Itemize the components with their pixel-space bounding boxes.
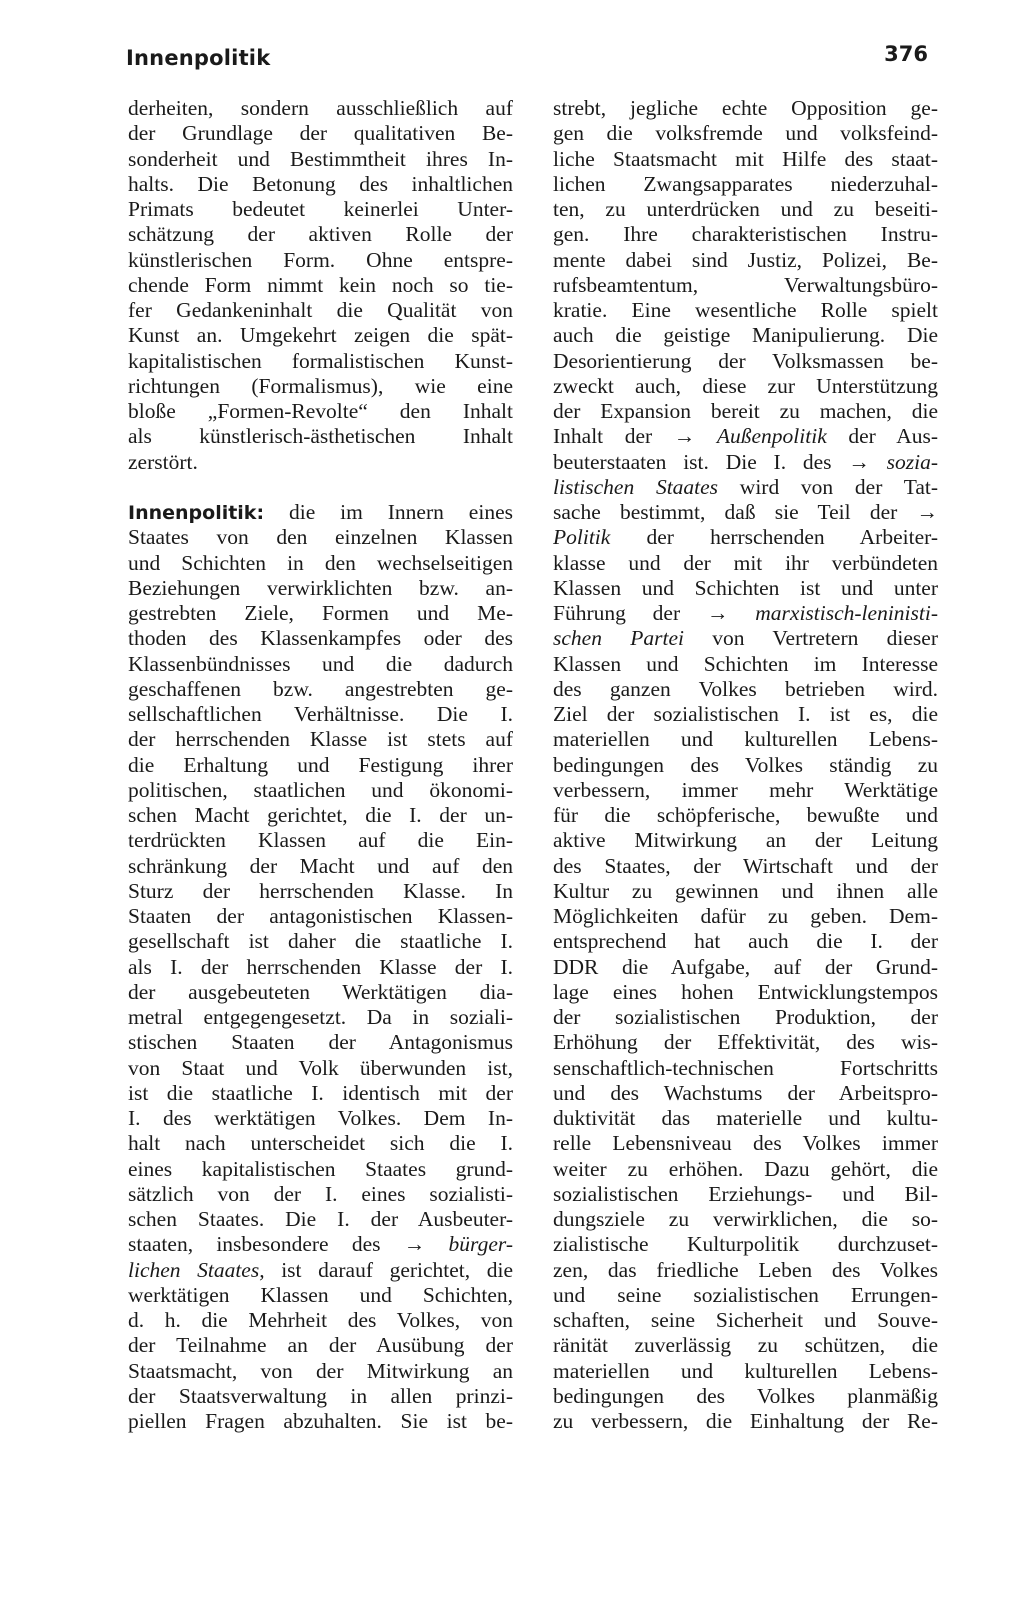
text-line: werktätigen Klassen und Schichten, <box>128 1282 513 1307</box>
text-line: bedingungen des Volkes ständig zu <box>553 752 938 777</box>
text-line: bedingungen des Volkes planmäßig <box>553 1383 938 1408</box>
text-line: materiellen und kulturellen Lebens- <box>553 1358 938 1383</box>
text-line-with-ref: sache bestimmt, daß sie Teil der → <box>553 500 938 524</box>
text-line: der Expansion bereit zu machen, die <box>553 399 938 423</box>
text-line: schen Staates. Die I. der Ausbeuter- <box>128 1207 513 1231</box>
text-line: ist die staatliche I. identisch mit der <box>128 1080 513 1105</box>
text-line: künstlerischen Form. Ohne entspre- <box>128 247 513 272</box>
text-line: kapitalistischen formalistischen Kunst- <box>128 348 513 373</box>
text-line: der herrschenden Klasse ist stets auf <box>128 727 513 752</box>
text-line: von Staat und Volk überwunden ist, <box>128 1055 513 1080</box>
cross-reference-arrow-icon: → <box>403 1232 426 1257</box>
text-line: halts. Die Betonung des inhaltlichen <box>128 171 513 196</box>
text-line: senschaftlich-technischen Fortschritts <box>553 1055 938 1080</box>
text-line: relle Lebensniveau des Volkes immer <box>553 1131 938 1156</box>
text-line-with-ref: Führung der → marxistisch-leninisti- <box>553 601 938 625</box>
text-line: und des Wachstums der Arbeitspro- <box>553 1080 938 1105</box>
text-line: lichen Zwangsapparates niederzuhal- <box>553 171 938 196</box>
text-line: duktivität das materielle und kultu- <box>553 1106 938 1130</box>
text-line: schaften, seine Sicherheit und Souve- <box>553 1308 938 1332</box>
text-line: Erhöhung der Effektivität, des wis- <box>553 1030 938 1055</box>
entry-first-line <box>128 500 513 525</box>
text-line: der ausgebeuteten Werktätigen dia- <box>128 979 513 1004</box>
text-line: chende Form nimmt kein noch so tie- <box>128 272 513 297</box>
text-line: bloße „Formen-Revolte“ den Inhalt <box>128 399 513 423</box>
cross-reference-arrow-icon: → <box>673 424 696 449</box>
cross-reference-aussenpolitik[interactable]: Außenpolitik <box>716 424 827 449</box>
text-line: Klassen und Schichten ist und unter <box>553 575 938 600</box>
text-line: zweckt auch, diese zur Unterstützung <box>553 373 938 398</box>
text-line: richtungen (Formalismus), wie eine <box>128 373 513 398</box>
text-line: sozialistischen Erziehungs- und Bil- <box>553 1181 938 1206</box>
text-line: klasse und der mit ihr verbündeten <box>553 550 938 575</box>
text-line-with-ref: Inhalt der → Außenpolitik der Aus- <box>553 424 938 449</box>
text-line: verbessern, immer mehr Werktätige <box>553 777 938 802</box>
text-line: gestrebten Ziele, Formen und Me- <box>128 601 513 625</box>
text-line-with-ref: schen Partei von Vertretern dieser <box>553 626 938 651</box>
text-line: und seine sozialistischen Errungen- <box>553 1282 938 1307</box>
text-line: Staatsmacht, von der Mitwirkung an <box>128 1358 513 1383</box>
paragraph-gap <box>128 475 513 500</box>
text-line: eines kapitalistischen Staates grund- <box>128 1156 513 1181</box>
text-line: halt nach unterscheidet sich die I. <box>128 1131 513 1156</box>
text-line: metral entgegengesetzt. Da in soziali- <box>128 1005 513 1029</box>
text-line: schätzung der aktiven Rolle der <box>128 222 513 247</box>
text-line: fer Gedankeninhalt die Qualität von <box>128 298 513 322</box>
text-line-with-ref: Politik der herrschenden Arbeiter- <box>553 525 938 550</box>
paragraph-formalism-end <box>128 96 513 475</box>
text-line: zialistische Kulturpolitik durchzuset- <box>553 1232 938 1257</box>
text-line: mente dabei sind Justiz, Polizei, Be- <box>553 247 938 272</box>
entry-first-line-text: die im Innern eines <box>264 500 513 524</box>
text-line: I. des werktätigen Volkes. Dem In- <box>128 1106 513 1130</box>
text-line: dungsziele zu verwirklichen, die so- <box>553 1207 938 1231</box>
text-line: sätzlich von der I. eines sozialisti- <box>128 1181 513 1206</box>
text-line: Klassen und Schichten im Interesse <box>553 651 938 676</box>
text-line: aktive Mitwirkung an der Leitung <box>553 828 938 853</box>
text-line: der Grundlage der qualitativen Be- <box>128 121 513 146</box>
text-line: weiter zu erhöhen. Dazu gehört, die <box>553 1156 938 1181</box>
text-line: entsprechend hat auch die I. der <box>553 929 938 954</box>
cross-reference-buergerlichen-staates[interactable]: bürger- <box>448 1232 513 1257</box>
cross-reference-sozialistischen-staates[interactable]: sozia- <box>886 449 938 474</box>
text-line: lage eines hohen Entwicklungstempos <box>553 979 938 1004</box>
text-line: zen, das friedliche Leben des Volkes <box>553 1257 938 1282</box>
text-line: Staates von den einzelnen Klassen <box>128 525 513 550</box>
text-line: Desorientierung der Volksmassen be- <box>553 348 938 373</box>
text-line: Ziel der sozialistischen I. ist es, die <box>553 702 938 726</box>
cross-reference-arrow-icon: → <box>916 500 938 524</box>
text-line: terdrückten Klassen auf die Ein- <box>128 828 513 853</box>
cross-reference-sozialistischen-staates-cont[interactable]: listischen Staates <box>553 474 719 499</box>
cross-reference-buergerlichen-staates-cont[interactable]: lichen Staates, <box>128 1257 265 1282</box>
text-line: als I. der herrschenden Klasse der I. <box>128 954 513 979</box>
text-line: stischen Staaten der Antagonismus <box>128 1030 513 1055</box>
text-line: die Erhaltung und Festigung ihrer <box>128 752 513 777</box>
text-line: gen. Ihre charakteristischen Instru- <box>553 222 938 247</box>
text-line: derheiten, sondern ausschließlich auf <box>128 96 513 120</box>
cross-reference-marxistisch-leninistische-partei[interactable]: marxistisch-leninisti- <box>755 601 938 625</box>
text-line: d. h. die Mehrheit des Volkes, von <box>128 1308 513 1332</box>
text-line: geschaffenen bzw. angestrebten ge- <box>128 676 513 701</box>
entry-innenpolitik <box>128 500 513 1434</box>
text-line: auch die geistige Manipulierung. Die <box>553 323 938 348</box>
text-line: der Teilnahme an der Ausübung der <box>128 1333 513 1358</box>
text-line: schen Macht gerichtet, die I. der un- <box>128 803 513 827</box>
text-line: rufsbeamtentum, Verwaltungsbüro- <box>553 272 938 297</box>
text-line: Staaten der antagonistischen Klassen- <box>128 904 513 928</box>
text-line: Kultur zu gewinnen und ihnen alle <box>553 878 938 903</box>
cross-reference-politik[interactable]: Politik <box>553 525 611 550</box>
text-line: politischen, staatlichen und ökonomi- <box>128 777 513 802</box>
text-line: Beziehungen verwirklichten bzw. an- <box>128 575 513 600</box>
text-line: zu verbessern, die Einhaltung der Re- <box>553 1409 938 1433</box>
text-line: Primats bedeutet keinerlei Unter- <box>128 197 513 221</box>
cross-reference-arrow-icon: → <box>706 601 729 625</box>
running-head-title: Innenpolitik <box>126 46 271 70</box>
text-line: Sturz der herrschenden Klasse. In <box>128 878 513 903</box>
text-line: schränkung der Macht und auf den <box>128 853 513 878</box>
text-line: DDR die Aufgabe, auf der Grund- <box>553 954 938 979</box>
text-line: ränität zuverlässig zu schützen, die <box>553 1333 938 1358</box>
left-column <box>128 96 513 1434</box>
cross-reference-arrow-icon: → <box>848 449 870 474</box>
text-line: Kunst an. Umgekehrt zeigen die spät- <box>128 323 513 348</box>
text-line: sonderheit und Bestimmtheit ihres In- <box>128 146 513 171</box>
entry-keyword: Innenpolitik: <box>128 502 265 524</box>
text-line: strebt, jegliche echte Opposition ge- <box>553 96 938 120</box>
text-line: Möglichkeiten dafür zu geben. Dem- <box>553 904 938 928</box>
text-line: piellen Fragen abzuhalten. Sie ist be- <box>128 1409 513 1433</box>
text-line: gesellschaft ist daher die staatliche I. <box>128 929 513 954</box>
right-column <box>553 96 938 1434</box>
text-line: der sozialistischen Produktion, der <box>553 1005 938 1029</box>
text-line: gen die volksfremde und volksfeind- <box>553 121 938 146</box>
text-line: der Staatsverwaltung in allen prinzi- <box>128 1383 513 1408</box>
text-line: kratie. Eine wesentliche Rolle spielt <box>553 298 938 322</box>
text-line-with-ref: listischen Staates wird von der Tat- <box>553 474 938 499</box>
text-line: liche Staatsmacht mit Hilfe des staat- <box>553 146 938 171</box>
text-line: sellschaftlichen Verhältnisse. Die I. <box>128 702 513 726</box>
text-line: und Schichten in den wechselseitigen <box>128 550 513 575</box>
text-line: für die schöpferische, bewußte und <box>553 803 938 827</box>
cross-reference-marxistisch-leninistische-partei-cont[interactable]: schen Partei <box>553 626 684 651</box>
text-line: materiellen und kulturellen Lebens- <box>553 727 938 752</box>
page-number: 376 <box>884 42 928 66</box>
text-line-with-ref: beuterstaaten ist. Die I. des → sozia- <box>553 449 938 474</box>
text-line: zerstört. <box>128 449 198 474</box>
text-line: ten, zu unterdrücken und zu beseiti- <box>553 197 938 221</box>
text-line: als künstlerisch-ästhetischen Inhalt <box>128 424 513 449</box>
text-line-with-ref: staaten, insbesondere des → bürger- <box>128 1232 513 1257</box>
text-line-with-ref: lichen Staates, ist darauf gerichtet, die <box>128 1257 513 1282</box>
text-line: des Staates, der Wirtschaft und der <box>553 853 938 878</box>
text-line: des ganzen Volkes betrieben wird. <box>553 676 938 701</box>
text-line: thoden des Klassenkampfes oder des <box>128 626 513 651</box>
text-line: Klassenbündnisses und die dadurch <box>128 651 513 676</box>
